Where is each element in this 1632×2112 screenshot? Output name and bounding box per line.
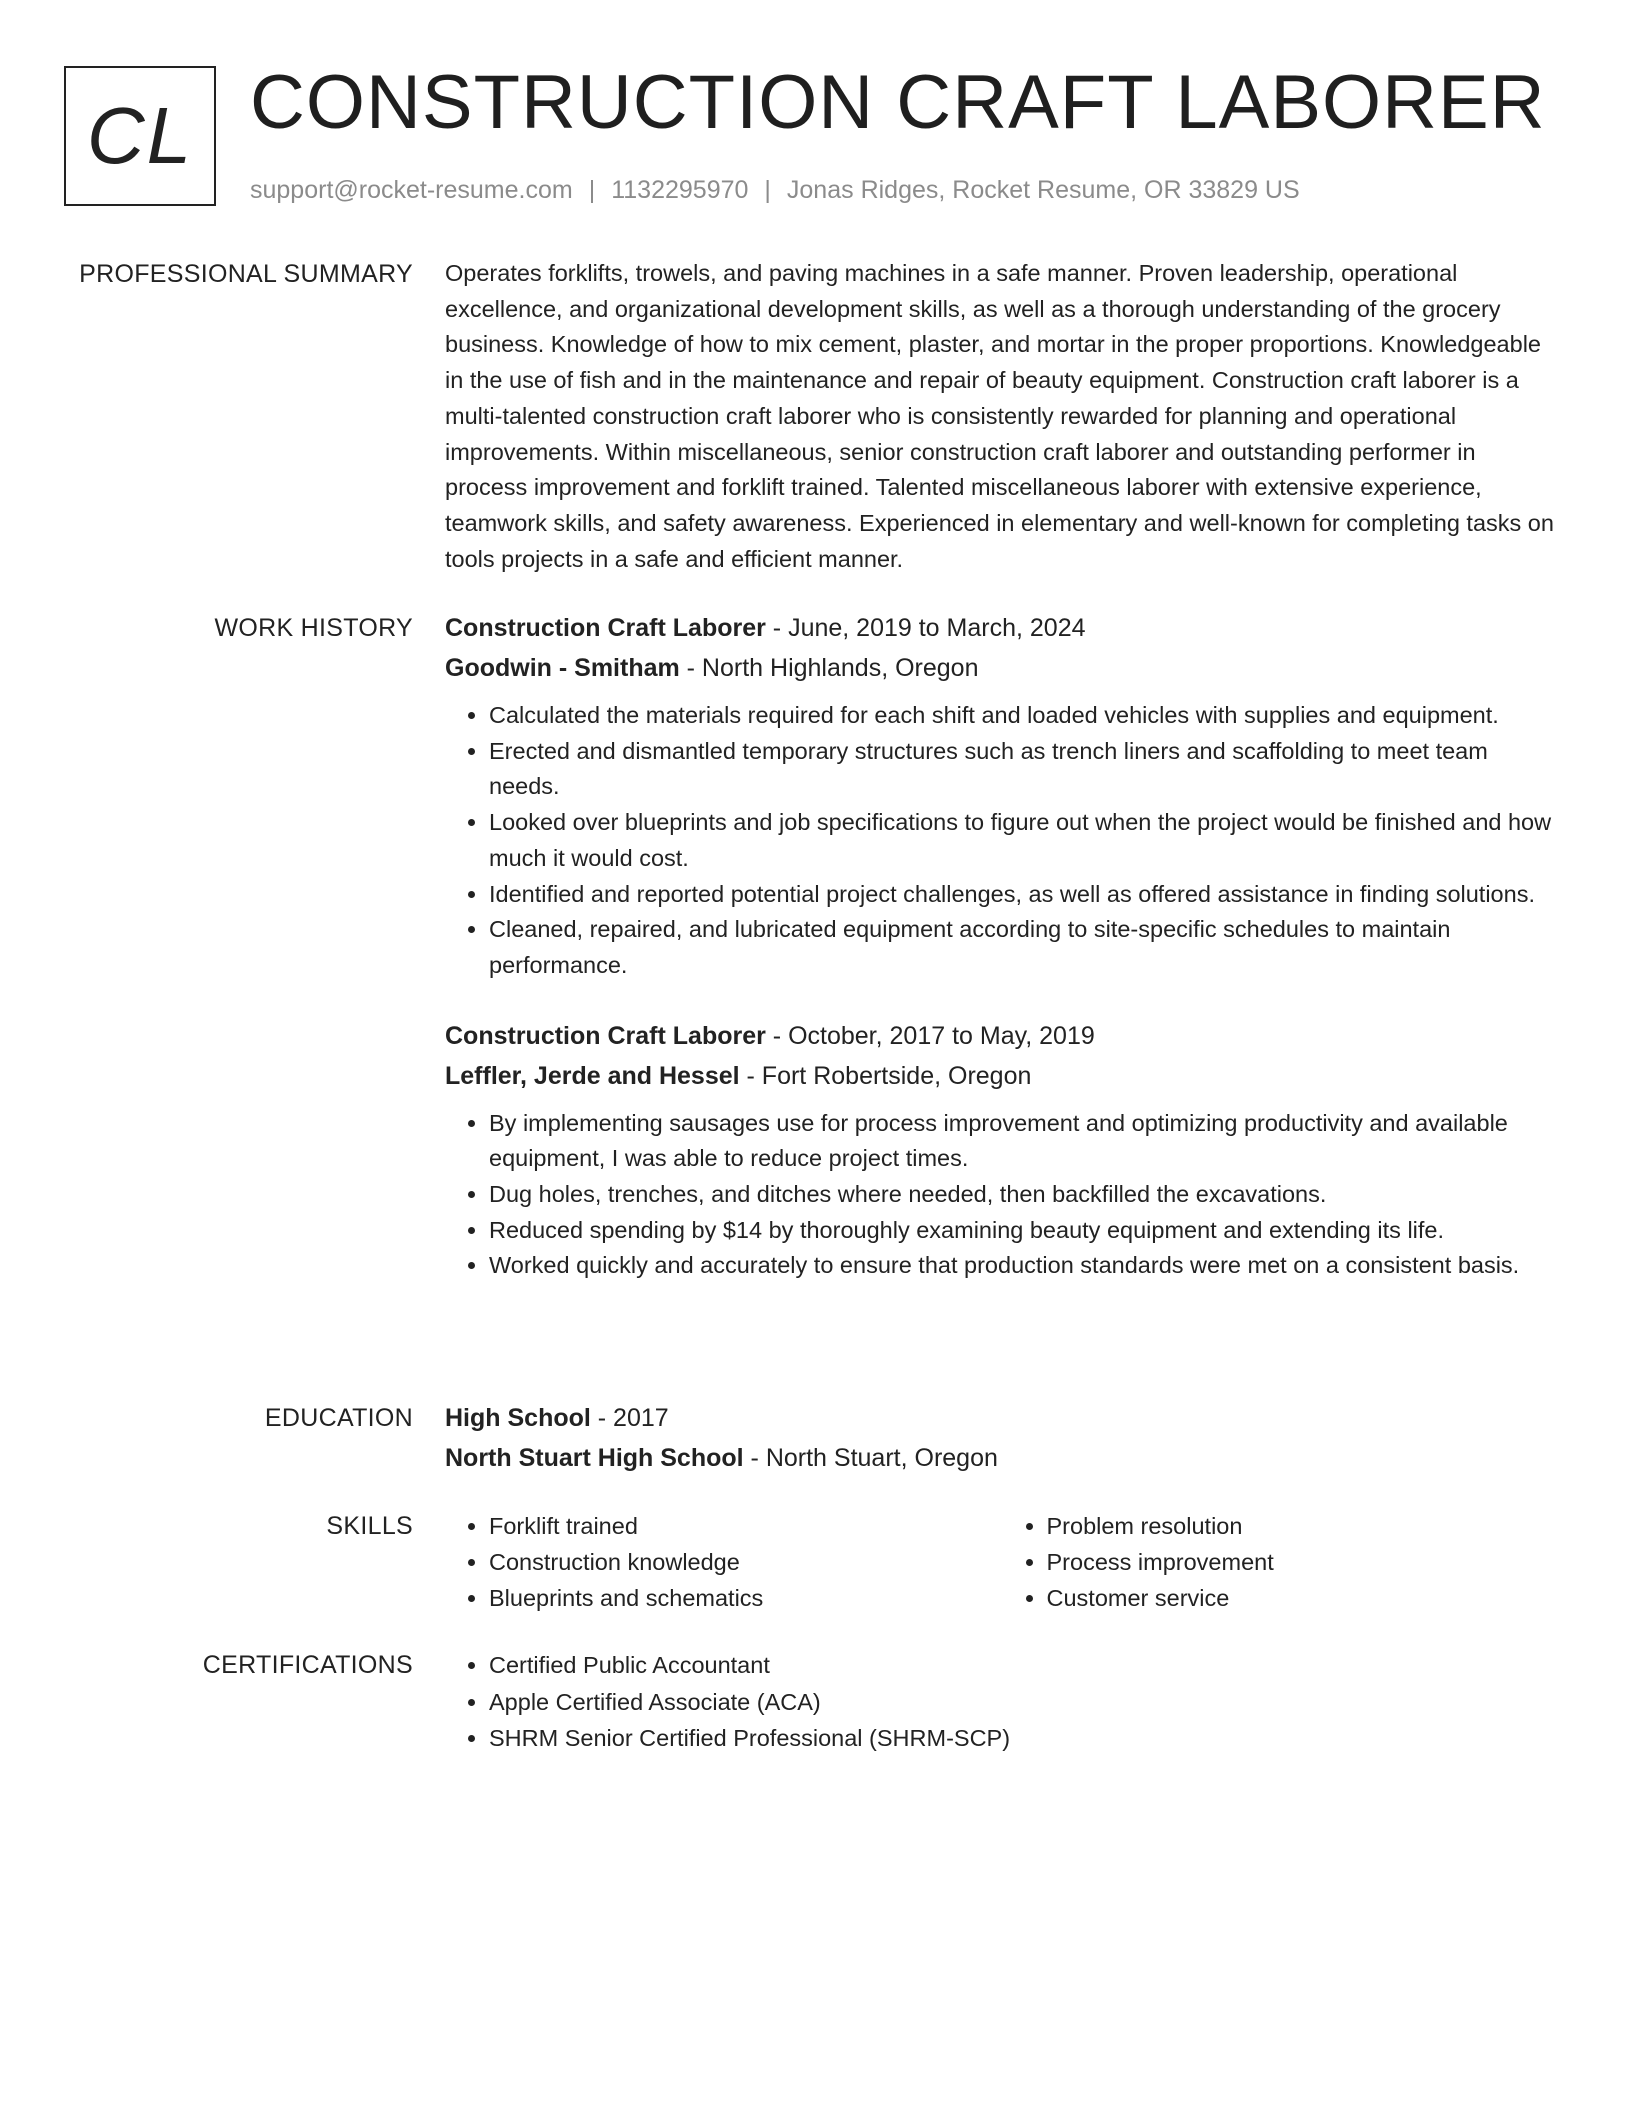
education-degree: High School: [445, 1404, 591, 1432]
job-bullet: • Worked quickly and accurately to ensure that production standards were met on a consistent basis.: [489, 1248, 1560, 1284]
education-year: - 2017: [590, 1404, 669, 1432]
contact-separator: |: [588, 176, 596, 204]
job-title-line: [445, 1016, 1560, 1056]
section-label-work-history: WORK HISTORY: [214, 614, 413, 642]
job-bullet: • Dug holes, trenches, and ditches where needed, then backfilled the excavations.: [489, 1177, 1560, 1213]
certifications-list: [445, 1647, 1560, 1757]
contact-separator: |: [764, 176, 771, 204]
monogram-box: [64, 66, 216, 206]
job-entry: [445, 1016, 1560, 1285]
job-company: Leffler, Jerde and Hessel: [445, 1061, 740, 1090]
job-bullets: [445, 698, 1560, 984]
job-bullet: • Cleaned, repaired, and lubricated equipment according to site-specific schedules to maintain performance.: [489, 912, 1560, 983]
skill-item: • Forklift trained: [489, 1508, 1003, 1544]
contact-email: support@rocket-resume.com: [250, 176, 573, 204]
certifications-body: [445, 1647, 1560, 1757]
monogram-initials: CL: [86, 91, 194, 180]
contact-address: Jonas Ridges, Rocket Resume, OR 33829 US: [786, 176, 1300, 204]
job-bullets: [445, 1106, 1560, 1285]
section-label-certifications: CERTIFICATIONS: [202, 1651, 413, 1679]
education-school-line: [445, 1438, 1560, 1478]
certification-item: • Certified Public Accountant: [489, 1647, 1560, 1684]
job-company: Goodwin - Smitham: [445, 654, 680, 682]
job-title: Construction Craft Laborer: [445, 614, 766, 642]
job-bullet: • By implementing sausages use for process improvement and optimizing productivity and available equipment, I was able to reduce project times.: [489, 1106, 1560, 1177]
job-entry: [445, 608, 1560, 984]
work-history-body: [445, 608, 1560, 1284]
job-location: - North Highlands, Oregon: [679, 654, 979, 682]
education-location: - North Stuart, Oregon: [743, 1444, 998, 1472]
summary-body: [445, 256, 1560, 577]
skills-list-left: [445, 1508, 1003, 1616]
job-title-line: [445, 608, 1560, 648]
job-company-line: [445, 1056, 1560, 1096]
section-label-skills: SKILLS: [326, 1512, 413, 1540]
education-body: [445, 1398, 1560, 1478]
certification-item: • Apple Certified Associate (ACA): [489, 1684, 1560, 1721]
resume-title: CONSTRUCTION CRAFT LABORER: [250, 60, 1546, 145]
job-bullet: • Erected and dismantled temporary structures such as trench liners and scaffolding to meet team needs.: [489, 734, 1560, 805]
job-dates: - October, 2017 to May, 2019: [765, 1021, 1095, 1050]
skill-item: • Problem resolution: [1047, 1508, 1561, 1544]
education-school: North Stuart High School: [445, 1444, 744, 1472]
skill-item: • Construction knowledge: [489, 1544, 1003, 1580]
skill-item: • Blueprints and schematics: [489, 1580, 1003, 1616]
contact-line: [250, 174, 1300, 206]
contact-phone: 1132295970: [611, 176, 749, 204]
job-bullet: • Reduced spending by $14 by thoroughly examining beauty equipment and extending its life.: [489, 1213, 1560, 1249]
skill-item: • Customer service: [1047, 1580, 1561, 1616]
education-degree-line: [445, 1398, 1560, 1438]
job-company-line: [445, 648, 1560, 688]
skills-list-right: [1003, 1508, 1561, 1616]
job-bullet: • Identified and reported potential project challenges, as well as offered assistance in finding solutions.: [489, 877, 1560, 913]
skills-body: [445, 1508, 1560, 1616]
skill-item: • Process improvement: [1047, 1544, 1561, 1580]
job-bullet: • Calculated the materials required for each shift and loaded vehicles with supplies and equipment.: [489, 698, 1560, 734]
section-label-education: EDUCATION: [264, 1404, 413, 1432]
job-location: - Fort Robertside, Oregon: [739, 1061, 1032, 1090]
job-bullet: • Looked over blueprints and job specifications to figure out when the project would be finished and how much it would cost.: [489, 805, 1560, 876]
skills-grid: [445, 1508, 1560, 1616]
section-label-summary: PROFESSIONAL SUMMARY: [79, 260, 413, 288]
summary-text: Operates forklifts, trowels, and paving machines in a safe manner. Proven leadership, operational excellence, and organizational development skills, as well as a thorough understanding of the grocery business. Knowledge of how to mix cement, plaster, and mortar in the proper proportions. Knowledgeable in the use of fish and in the maintenance and repair of beauty equipment. Construction craft laborer is a multi-talented construction craft laborer who is consistently rewarded for planning and operational improvements. Within miscellaneous, senior construction craft laborer and outstanding performer in process improvement and forklift trained. Talented miscellaneous laborer with extensive experience, teamwork skills, and safety awareness. Experienced in elementary and well-known for completing tasks on tools projects in a safe and efficient manner.: [445, 260, 1554, 572]
job-title: Construction Craft Laborer: [445, 1021, 766, 1050]
certification-item: • SHRM Senior Certified Professional (SHRM-SCP): [489, 1720, 1560, 1757]
job-dates: - June, 2019 to March, 2024: [765, 614, 1086, 642]
